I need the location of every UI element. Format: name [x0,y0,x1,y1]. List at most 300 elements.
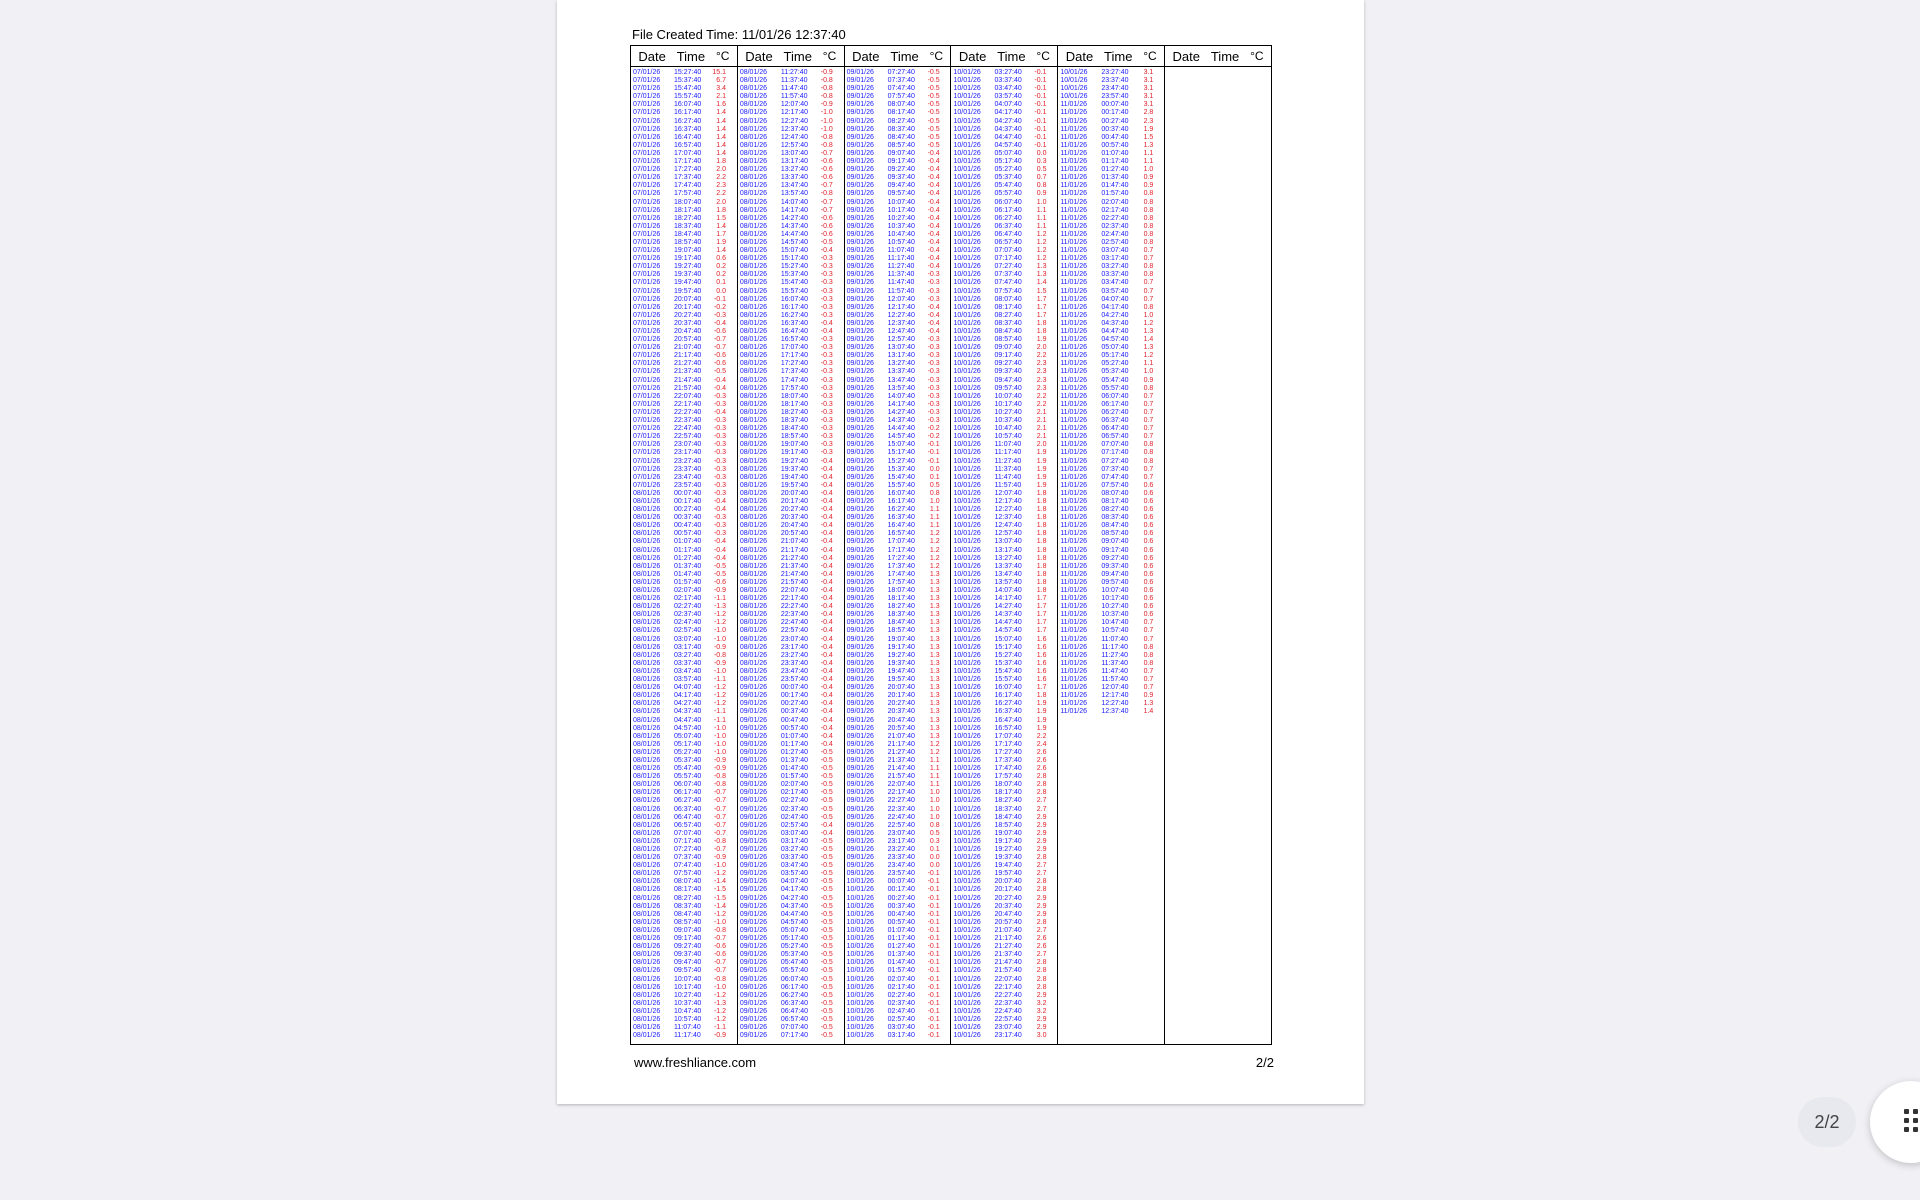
cell-temperature: 1.0 [929,813,940,821]
cell-time: 22:17:40 [674,400,702,408]
table-row [953,506,1055,514]
table-row [953,935,1055,943]
cell-temperature: 3.2 [1036,999,1047,1007]
cell-date: 09/01/26 [846,328,874,335]
cell-time: 10:37:40 [674,999,702,1007]
cell-temperature: 1.6 [1036,643,1047,651]
cell-temperature: -1.2 [713,611,726,619]
cell-date: 09/01/26 [846,69,874,76]
cell-date: 10/01/26 [846,967,874,975]
cell-date: 11/01/26 [1060,449,1088,457]
table-row [847,312,949,320]
cell-time: 08:47:40 [887,133,915,141]
cell-date: 10/01/26 [953,457,981,465]
cell-temperature: -0.1 [927,951,940,959]
cell-date: 08/01/26 [633,1007,661,1015]
cell-time: 08:57:40 [1101,530,1129,538]
cell-date: 08/01/26 [633,813,661,821]
cell-time: 05:57:40 [1101,384,1129,392]
cell-temperature: -0.5 [820,910,833,918]
cell-temperature: -0.5 [820,748,833,756]
cell-date: 07/01/26 [633,295,661,303]
cell-temperature: 1.8 [1036,692,1047,700]
cell-date: 11/01/26 [1060,336,1088,344]
cell-temperature: 2.8 [1036,983,1047,991]
cell-temperature: 2.2 [1036,392,1047,400]
cell-time: 09:17:40 [674,935,702,943]
cell-date: 10/01/26 [1060,77,1088,85]
cell-temperature: -0.8 [820,93,833,101]
cell-time: 21:17:40 [994,935,1022,943]
cell-time: 13:17:40 [887,352,915,360]
table-row [633,919,735,927]
cell-time: 12:07:40 [780,101,809,109]
table-row [953,660,1055,668]
cell-time: 00:27:40 [674,506,702,514]
cell-date: 09/01/26 [846,238,874,246]
cell-temperature: -1.4 [713,902,726,910]
cell-date: 07/01/26 [633,166,661,174]
table-row [953,514,1055,522]
cell-time: 03:57:40 [994,93,1022,101]
cell-date: 07/01/26 [633,400,661,408]
cell-date: 10/01/26 [953,959,981,967]
cell-date: 09/01/26 [846,821,874,829]
table-row [847,344,949,352]
table-row [633,789,735,797]
cell-temperature: -0.6 [820,230,833,238]
cell-time: 02:37:40 [887,999,915,1007]
cell-temperature: -0.5 [820,870,833,878]
table-row [740,344,842,352]
apps-grid-button[interactable] [1870,1081,1920,1163]
cell-time: 17:57:40 [674,190,702,198]
cell-time: 14:17:40 [994,595,1022,603]
table-row [633,69,735,77]
cell-time: 07:07:40 [994,247,1022,255]
cell-temperature: -1.1 [713,708,726,716]
cell-temperature: 0.7 [1143,619,1154,627]
cell-time: 13:47:40 [780,182,809,190]
cell-time: 07:17:40 [1101,449,1129,457]
cell-temperature: 1.7 [1036,684,1047,692]
cell-time: 14:07:40 [887,392,915,400]
cell-time: 10:47:40 [674,1007,702,1015]
table-row [847,522,949,530]
cell-temperature: 0.7 [1143,667,1154,675]
table-row [1060,304,1162,312]
cell-date: 07/01/26 [633,117,661,125]
cell-temperature: 1.0 [1036,198,1047,206]
cell-time: 04:37:40 [1101,319,1129,327]
table-row [633,336,735,344]
cell-temperature: 0.7 [1143,627,1154,635]
cell-temperature: 1.3 [929,684,940,692]
cell-temperature: 1.8 [1036,319,1047,327]
table-row [847,1024,949,1032]
table-row [740,627,842,635]
cell-time: 06:27:40 [674,797,702,805]
table-row [953,765,1055,773]
table-row [633,741,735,749]
cell-date: 10/01/26 [846,926,874,934]
column-header [951,46,1057,67]
cell-date: 07/01/26 [633,441,661,449]
cell-time: 20:07:40 [887,684,915,692]
cell-date: 08/01/26 [739,667,768,675]
cell-time: 20:57:40 [780,530,809,538]
cell-temperature: 0.9 [1143,174,1154,182]
cell-date: 10/01/26 [953,805,981,813]
cell-time: 10:17:40 [887,206,915,214]
cell-date: 08/01/26 [633,538,661,546]
table-row [953,239,1055,247]
cell-temperature: -1.2 [713,1007,726,1015]
table-row [1060,587,1162,595]
cell-temperature: -0.9 [713,756,726,764]
header-date: Date [745,48,773,64]
cell-date: 09/01/26 [846,263,874,271]
cell-temperature: -0.8 [713,781,726,789]
cell-date: 10/01/26 [953,943,981,951]
table-row [847,943,949,951]
cell-date: 09/01/26 [846,716,874,724]
header-time: Time [676,48,706,64]
table-row [847,652,949,660]
cell-time: 16:47:40 [994,716,1022,724]
cell-date: 11/01/26 [1060,643,1088,651]
table-row [847,368,949,376]
cell-temperature: -0.5 [927,125,940,133]
cell-date: 08/01/26 [633,886,661,894]
cell-temperature: -0.4 [927,303,940,311]
table-row [740,474,842,482]
cell-temperature: 1.3 [929,627,940,635]
table-row [740,854,842,862]
cell-temperature: 1.1 [1143,360,1154,368]
cell-temperature: -0.4 [820,603,833,611]
table-row [740,490,842,498]
cell-date: 09/01/26 [846,214,874,222]
cell-date: 09/01/26 [846,141,874,149]
cell-time: 18:27:40 [780,408,809,416]
cell-date: 09/01/26 [739,943,768,951]
cell-date: 09/01/26 [846,538,874,546]
table-row [847,959,949,967]
table-row [740,725,842,733]
cell-date: 08/01/26 [739,174,768,182]
cell-date: 08/01/26 [739,562,768,570]
table-row [740,895,842,903]
cell-temperature: 0.7 [1143,417,1154,425]
cell-date: 07/01/26 [633,457,661,465]
cell-temperature: 1.3 [929,595,940,603]
cell-date: 09/01/26 [846,619,874,627]
cell-temperature: -0.4 [820,684,833,692]
table-row [633,109,735,117]
cell-temperature: 0.8 [1143,303,1154,311]
cell-date: 11/01/26 [1060,279,1088,287]
cell-date: 08/01/26 [633,999,661,1007]
table-row [740,328,842,336]
cell-date: 07/01/26 [633,141,661,149]
cell-date: 09/01/26 [846,562,874,570]
cell-temperature: -1.3 [713,603,726,611]
cell-date: 08/01/26 [633,894,661,902]
cell-temperature: 0.3 [1036,158,1047,166]
table-row [953,344,1055,352]
cell-date: 08/01/26 [739,287,768,295]
table-row [740,1032,842,1040]
cell-date: 10/01/26 [953,69,981,76]
table-row [633,870,735,878]
cell-date: 09/01/26 [846,101,874,109]
table-row [953,271,1055,279]
cell-date: 10/01/26 [953,230,981,238]
cell-time: 05:07:40 [780,926,809,934]
table-row [847,700,949,708]
cell-date: 08/01/26 [739,69,768,76]
cell-temperature: 0.9 [1143,376,1154,384]
cell-temperature: 1.3 [929,643,940,651]
table-row [740,150,842,158]
cell-temperature: -0.3 [820,303,833,311]
table-row [1060,85,1162,93]
cell-temperature: -0.3 [713,489,726,497]
table-row [740,393,842,401]
table-row [953,458,1055,466]
cell-temperature: -0.1 [1034,101,1047,109]
cell-time: 03:37:40 [674,659,702,667]
cell-date: 10/01/26 [953,991,981,999]
table-row [740,433,842,441]
table-row [953,644,1055,652]
cell-time: 02:57:40 [674,627,702,635]
cell-date: 09/01/26 [846,174,874,182]
cell-temperature: 2.9 [1036,910,1047,918]
cell-time: 05:57:40 [994,190,1022,198]
table-row [953,959,1055,967]
table-row [953,846,1055,854]
table-row [740,166,842,174]
cell-time: 07:57:40 [994,287,1022,295]
cell-date: 10/01/26 [953,222,981,230]
cell-date: 10/01/26 [953,125,981,133]
header-time: Time [1104,48,1133,64]
table-row [740,579,842,587]
cell-date: 10/01/26 [953,530,981,538]
cell-temperature: -0.4 [713,554,726,562]
cell-temperature: 0.7 [1036,174,1047,182]
cell-date: 09/01/26 [846,222,874,230]
cell-temperature: 2.8 [1036,789,1047,797]
cell-temperature: -0.4 [927,230,940,238]
cell-date: 10/01/26 [846,991,874,999]
cell-time: 08:37:40 [994,319,1022,327]
cell-temperature: -0.5 [820,967,833,975]
cell-time: 07:47:40 [994,279,1022,287]
table-row [953,190,1055,198]
cell-temperature: -0.5 [927,117,940,125]
cell-time: 03:57:40 [780,870,809,878]
cell-temperature: 2.9 [1036,846,1047,853]
cell-temperature: -0.4 [927,174,940,182]
cell-temperature: -0.1 [927,902,940,910]
cell-temperature: 1.9 [1036,449,1047,457]
table-row [633,304,735,312]
cell-date: 11/01/26 [1060,263,1088,271]
cell-temperature: -0.4 [820,587,833,594]
cell-date: 09/01/26 [739,732,768,740]
table-row [847,109,949,117]
table-row [953,684,1055,692]
cell-time: 06:57:40 [1101,433,1129,441]
cell-time: 04:57:40 [1101,336,1129,344]
cell-temperature: -0.5 [820,935,833,943]
cell-time: 04:07:40 [994,101,1022,109]
table-row [953,142,1055,150]
cell-time: 12:37:40 [780,125,809,133]
cell-time: 19:27:40 [994,846,1022,853]
cell-temperature: -1.1 [713,595,726,603]
cell-temperature: 1.8 [1036,530,1047,538]
cell-temperature: -0.4 [820,829,833,837]
cell-date: 10/01/26 [953,158,981,166]
cell-date: 09/01/26 [846,789,874,797]
cell-time: 22:17:40 [994,983,1022,991]
cell-time: 01:47:40 [780,765,809,773]
cell-date: 11/01/26 [1060,497,1088,505]
cell-temperature: -1.5 [713,886,726,894]
table-row [740,538,842,546]
cell-temperature: -1.2 [713,684,726,692]
cell-time: 06:47:40 [994,230,1022,238]
cell-date: 09/01/26 [739,837,768,845]
cell-date: 08/01/26 [633,756,661,764]
cell-time: 09:17:40 [994,352,1022,360]
cell-temperature: 1.8 [716,158,726,166]
cell-temperature: 1.8 [1036,570,1047,578]
cell-date: 09/01/26 [846,408,874,416]
cell-date: 09/01/26 [846,643,874,651]
cell-time: 12:37:40 [887,319,915,327]
cell-temperature: 2.7 [1036,951,1047,959]
cell-temperature: 0.9 [1143,182,1154,190]
table-row [953,449,1055,457]
cell-date: 07/01/26 [633,182,661,190]
table-row [953,182,1055,190]
cell-temperature: 1.4 [1143,336,1154,344]
cell-date: 08/01/26 [633,1024,661,1032]
cell-temperature: -0.4 [713,497,726,505]
cell-temperature: 1.4 [716,109,726,117]
cell-time: 16:57:40 [887,530,915,538]
cell-time: 15:07:40 [887,441,915,449]
cell-time: 00:17:40 [887,886,915,894]
cell-date: 08/01/26 [739,336,768,344]
cell-time: 22:37:40 [780,611,809,619]
table-row [633,595,735,603]
cell-time: 04:07:40 [1101,295,1129,303]
cell-time: 04:57:40 [780,918,809,926]
table-row [953,530,1055,538]
cell-date: 09/01/26 [846,384,874,392]
table-row [633,555,735,563]
cell-time: 02:07:40 [780,781,809,789]
cell-date: 09/01/26 [846,473,874,481]
table-row [1060,239,1162,247]
cell-date: 09/01/26 [846,797,874,805]
cell-date: 07/01/26 [633,214,661,222]
cell-date: 09/01/26 [846,497,874,505]
cell-date: 07/01/26 [633,392,661,400]
cell-time: 18:27:40 [674,214,702,222]
table-row [953,466,1055,474]
cell-temperature: -0.6 [713,360,726,368]
cell-temperature: -0.4 [820,708,833,716]
cell-date: 09/01/26 [846,295,874,303]
table-row [633,320,735,328]
cell-date: 09/01/26 [846,570,874,578]
cell-temperature: -0.3 [820,263,833,271]
cell-date: 11/01/26 [1060,384,1088,392]
table-row [1060,223,1162,231]
cell-time: 04:27:40 [674,700,702,708]
cell-date: 09/01/26 [739,959,768,967]
cell-temperature: -0.4 [820,676,833,684]
table-row [847,304,949,312]
table-row [740,466,842,474]
cell-time: 14:47:40 [887,425,915,433]
cell-time: 16:17:40 [994,692,1022,700]
table-row [740,279,842,287]
cell-temperature: 0.6 [716,255,726,263]
table-row [740,134,842,142]
table-row [847,717,949,725]
cell-time: 00:37:40 [674,514,702,522]
cell-date: 07/01/26 [633,149,661,157]
cell-temperature: -0.3 [713,433,726,441]
table-row [847,757,949,765]
cell-temperature: -0.5 [820,1007,833,1015]
table-row [740,1000,842,1008]
cell-temperature: -0.5 [927,133,940,141]
cell-date: 07/01/26 [633,198,661,206]
cell-date: 09/01/26 [846,158,874,166]
cell-temperature: 1.6 [1036,659,1047,667]
cell-time: 08:37:40 [674,902,702,910]
table-row [1060,101,1162,109]
table-row [633,498,735,506]
cell-temperature: -0.9 [713,643,726,651]
cell-temperature: 2.9 [1036,813,1047,821]
table-row [740,1024,842,1032]
cell-date: 11/01/26 [1060,206,1088,214]
table-row [633,441,735,449]
cell-time: 23:17:40 [780,643,809,651]
cell-date: 08/01/26 [633,716,661,724]
cell-date: 10/01/26 [953,287,981,295]
cell-date: 10/01/26 [953,837,981,845]
cell-time: 21:07:40 [994,926,1022,934]
cell-date: 09/01/26 [846,627,874,635]
cell-date: 08/01/26 [739,295,768,303]
cell-date: 10/01/26 [953,117,981,125]
table-row [847,903,949,911]
cell-temperature: -0.3 [927,400,940,408]
table-row [740,69,842,77]
cell-time: 14:07:40 [780,198,809,206]
